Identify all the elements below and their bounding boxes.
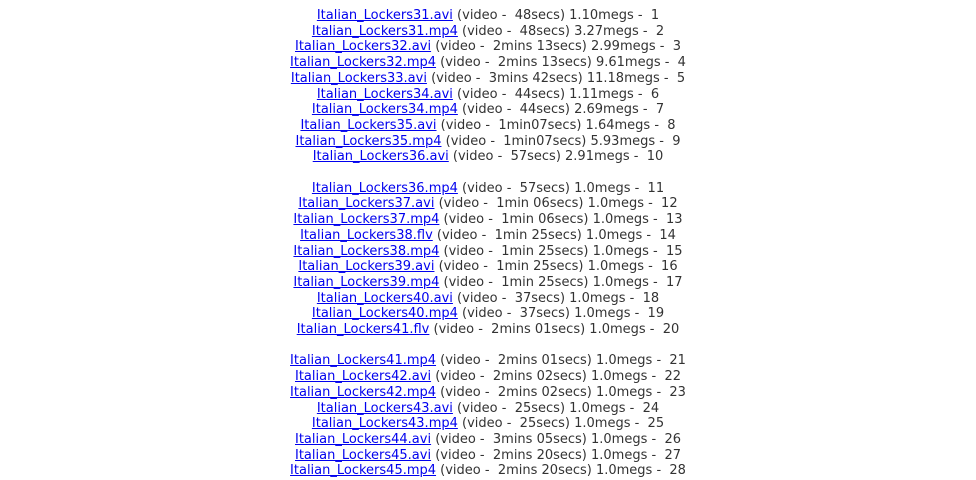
file-link[interactable]: Italian_Lockers42.mp4 <box>290 384 437 400</box>
file-meta: (video - 1min07secs) 5.93megs - 9 <box>441 133 681 149</box>
file-meta: (video - 1min07secs) 1.64megs - 8 <box>436 117 676 133</box>
file-entry <box>0 212 976 228</box>
file-link[interactable]: Italian_Lockers38.mp4 <box>293 243 440 259</box>
file-meta: (video - 25secs) 1.0megs - 24 <box>452 400 660 416</box>
file-entry <box>0 87 976 103</box>
file-meta: (video - 44secs) 1.11megs - 6 <box>452 86 660 102</box>
file-link[interactable]: Italian_Lockers43.avi <box>316 400 453 416</box>
file-meta: (video - 2mins 20secs) 1.0megs - 27 <box>431 447 681 463</box>
file-link[interactable]: Italian_Lockers36.mp4 <box>311 180 458 196</box>
file-meta: (video - 48secs) 1.10megs - 1 <box>452 8 660 23</box>
file-link[interactable]: Italian_Lockers39.avi <box>298 259 435 275</box>
file-entry <box>0 432 976 448</box>
file-link[interactable]: Italian_Lockers45.avi <box>295 447 432 463</box>
file-entry <box>0 291 976 307</box>
file-link[interactable]: Italian_Lockers34.mp4 <box>311 102 458 118</box>
file-meta: (video - 2mins 13secs) 9.61megs - 4 <box>436 55 686 71</box>
file-link[interactable]: Italian_Lockers42.avi <box>295 369 432 385</box>
file-link[interactable]: Italian_Lockers40.avi <box>316 290 453 306</box>
file-meta: (video - 57secs) 1.0megs - 11 <box>457 180 665 196</box>
file-meta: (video - 1min 25secs) 1.0megs - 14 <box>432 227 676 243</box>
file-entry <box>0 24 976 40</box>
file-meta: (video - 2mins 02secs) 1.0megs - 23 <box>436 384 686 400</box>
file-meta: (video - 1min 06secs) 1.0megs - 12 <box>434 196 678 212</box>
file-meta: (video - 1min 06secs) 1.0megs - 13 <box>439 212 683 228</box>
file-link[interactable]: Italian_Lockers38.flv <box>300 227 433 243</box>
file-link[interactable]: Italian_Lockers41.mp4 <box>290 353 437 369</box>
file-meta: (video - 1min 25secs) 1.0megs - 16 <box>434 259 678 275</box>
file-entry <box>0 102 976 118</box>
file-meta: (video - 2mins 01secs) 1.0megs - 20 <box>429 322 680 338</box>
file-entry <box>0 118 976 134</box>
file-meta: (video - 3mins 42secs) 11.18megs - 5 <box>426 70 686 86</box>
file-link[interactable]: Italian_Lockers32.avi <box>295 39 432 55</box>
file-entry <box>0 322 976 338</box>
file-entry <box>0 196 976 212</box>
file-entry <box>0 448 976 464</box>
file-meta: (video - 37secs) 1.0megs - 18 <box>452 290 660 306</box>
file-link[interactable]: Italian_Lockers34.avi <box>316 86 453 102</box>
file-link[interactable]: Italian_Lockers41.flv <box>296 322 430 338</box>
file-entry <box>0 275 976 291</box>
file-link[interactable]: Italian_Lockers40.mp4 <box>311 306 458 322</box>
file-entry <box>0 369 976 385</box>
file-link[interactable]: Italian_Lockers36.avi <box>312 149 449 165</box>
file-meta: (video - 37secs) 1.0megs - 19 <box>457 306 665 322</box>
file-entry <box>0 259 976 275</box>
file-meta: (video - 2mins 13secs) 2.99megs - 3 <box>431 39 681 55</box>
file-meta: (video - 2mins 01secs) 1.0megs - 21 <box>436 353 686 369</box>
file-link[interactable]: Italian_Lockers33.avi <box>290 70 427 86</box>
file-meta: (video - 2mins 02secs) 1.0megs - 22 <box>431 369 681 385</box>
file-group <box>0 8 976 165</box>
file-link[interactable]: Italian_Lockers43.mp4 <box>311 416 458 432</box>
file-link[interactable]: Italian_Lockers39.mp4 <box>293 274 440 290</box>
file-meta: (video - 1min 25secs) 1.0megs - 17 <box>439 274 683 290</box>
file-link[interactable]: Italian_Lockers31.avi <box>316 8 453 23</box>
file-entry <box>0 244 976 260</box>
file-entry <box>0 385 976 401</box>
file-entry <box>0 306 976 322</box>
file-meta: (video - 2mins 20secs) 1.0megs - 28 <box>436 463 686 479</box>
file-meta: (video - 3mins 05secs) 1.0megs - 26 <box>431 431 681 447</box>
file-link[interactable]: Italian_Lockers45.mp4 <box>290 463 437 479</box>
file-meta: (video - 57secs) 2.91megs - 10 <box>448 149 664 165</box>
file-group <box>0 181 976 338</box>
file-link[interactable]: Italian_Lockers44.avi <box>295 431 432 447</box>
file-link[interactable]: Italian_Lockers32.mp4 <box>290 55 437 71</box>
file-entry <box>0 71 976 87</box>
file-link[interactable]: Italian_Lockers37.mp4 <box>293 212 440 228</box>
file-entry <box>0 401 976 417</box>
file-meta: (video - 1min 25secs) 1.0megs - 15 <box>439 243 683 259</box>
file-entry <box>0 228 976 244</box>
file-link[interactable]: Italian_Lockers35.mp4 <box>295 133 442 149</box>
file-meta: (video - 48secs) 3.27megs - 2 <box>457 23 665 39</box>
file-entry <box>0 8 976 24</box>
file-entry <box>0 149 976 165</box>
file-link[interactable]: Italian_Lockers37.avi <box>298 196 435 212</box>
file-link[interactable]: Italian_Lockers35.avi <box>300 117 437 133</box>
file-group <box>0 353 976 479</box>
file-link[interactable]: Italian_Lockers31.mp4 <box>311 23 458 39</box>
file-entry <box>0 416 976 432</box>
file-entry <box>0 134 976 150</box>
file-entry <box>0 181 976 197</box>
file-entry <box>0 463 976 479</box>
file-entry <box>0 55 976 71</box>
file-meta: (video - 25secs) 1.0megs - 25 <box>457 416 665 432</box>
file-entry <box>0 39 976 55</box>
file-entry <box>0 353 976 369</box>
file-meta: (video - 44secs) 2.69megs - 7 <box>457 102 665 118</box>
